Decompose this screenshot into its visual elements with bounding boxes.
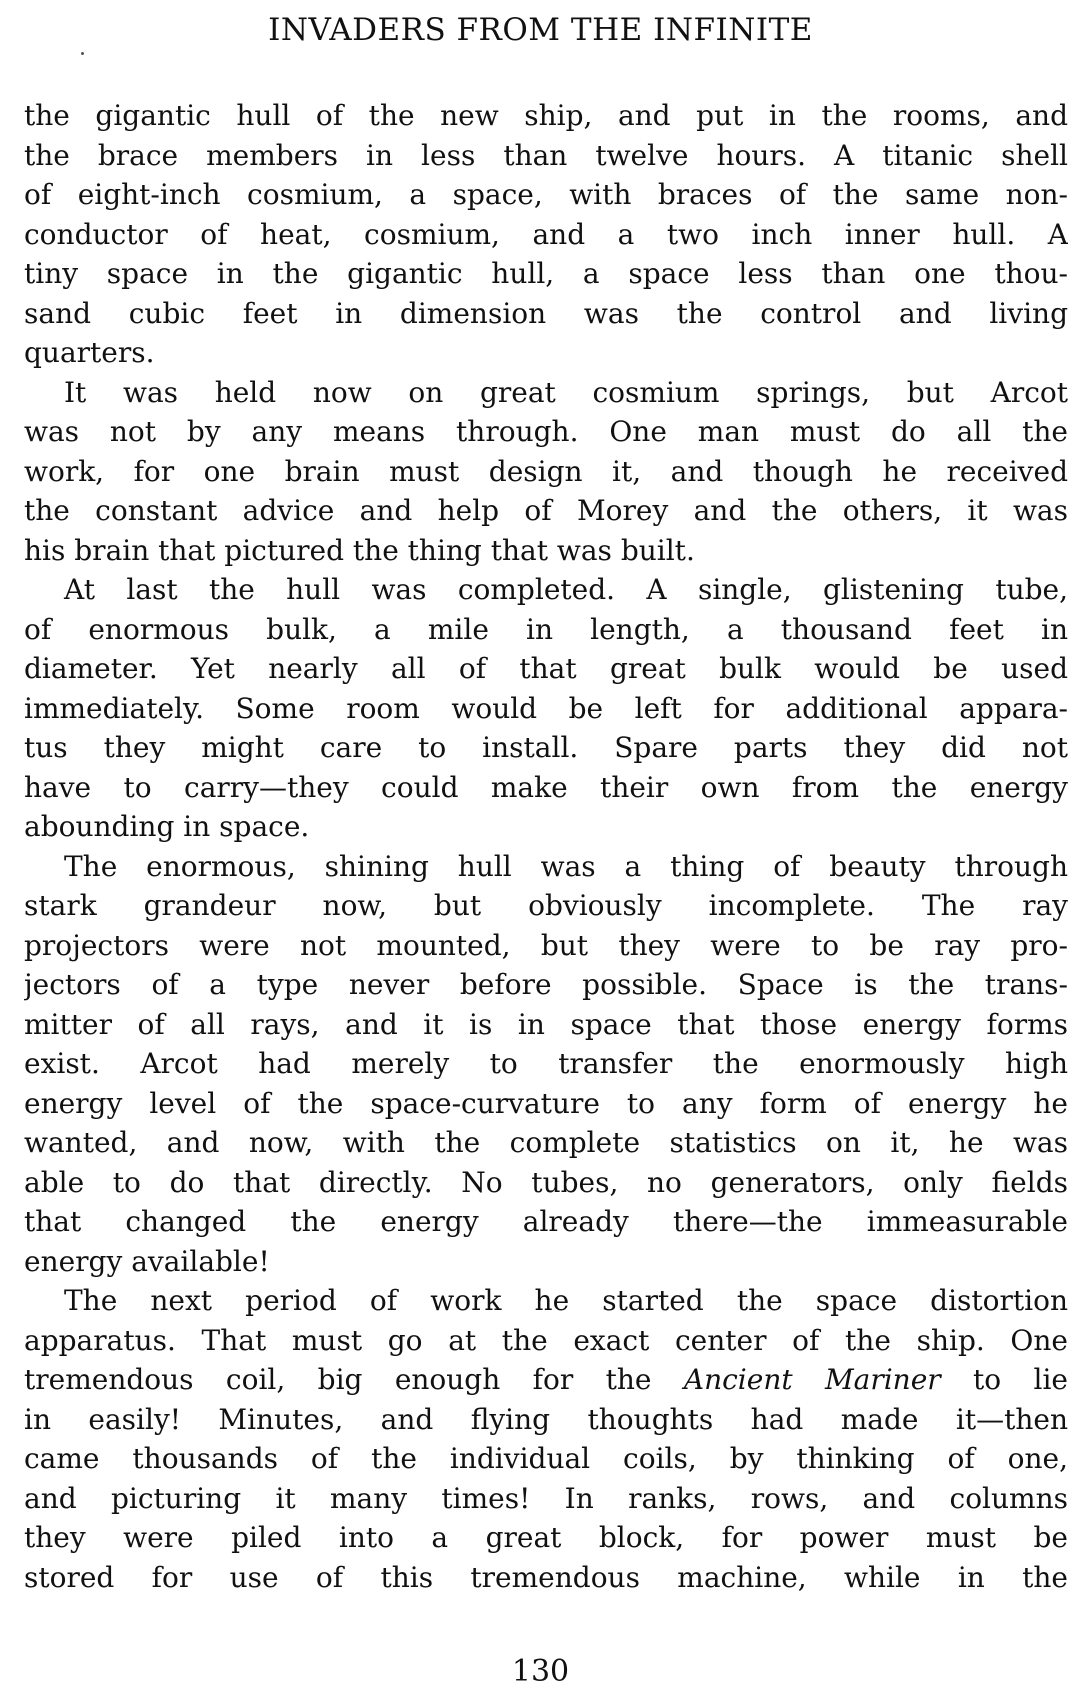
paragraph-first-line: The next period of work he started the space distortion bbox=[64, 1284, 1068, 1317]
text-line: the brace members in less than twelve hours. A titanic shell bbox=[24, 138, 1068, 172]
text-line: quarters. bbox=[24, 336, 155, 369]
text-line: his brain that pictured the thing that was built. bbox=[24, 533, 695, 567]
text-line: sand cubic feet in dimension was the control and living bbox=[24, 296, 1068, 330]
text-line: exist. Arcot had merely to transfer the enormously high bbox=[24, 1047, 1068, 1080]
text-line: of enormous bulk, a mile in length, a thousand feet in bbox=[24, 612, 1068, 646]
text-line: was not by any means through. One man must do all the bbox=[24, 415, 1068, 448]
text-line: immediately. Some room would be left for additional appara- bbox=[24, 691, 1068, 725]
text-line: work, for one brain must design it, and though he received bbox=[24, 454, 1068, 488]
body-text bbox=[24, 96, 1068, 1597]
text-line: the constant advice and help of Morey and the others, it was bbox=[24, 494, 1068, 527]
print-speck bbox=[81, 52, 84, 55]
text-line: came thousands of the individual coils, by thinking of one, bbox=[24, 1442, 1068, 1475]
text-line: the gigantic hull of the new ship, and put in the rooms, and bbox=[24, 99, 1068, 132]
page-number: 130 bbox=[511, 1654, 570, 1689]
text-line: stored for use of this tremendous machine, while in the bbox=[24, 1560, 1068, 1594]
text-line: jectors of a type never before possible. Space is the trans- bbox=[24, 968, 1068, 1001]
text-line: mitter of all rays, and it is in space that those energy forms bbox=[24, 1007, 1068, 1041]
ship-name: Ancient Mariner bbox=[683, 1363, 941, 1396]
text-line: able to do that directly. No tubes, no generators, only fields bbox=[24, 1165, 1068, 1199]
text-line: apparatus. That must go at the exact center of the ship. One bbox=[24, 1323, 1068, 1357]
text-line: of eight-inch cosmium, a space, with braces of the same non- bbox=[24, 178, 1068, 211]
text-line: energy available! bbox=[24, 1244, 270, 1278]
text-line: wanted, and now, with the complete statistics on it, he was bbox=[24, 1126, 1068, 1159]
paragraph-first-line: At last the hull was completed. A single, glistening tube, bbox=[64, 573, 1068, 606]
text-line: and picturing it many times! In ranks, rows, and columns bbox=[24, 1481, 1068, 1515]
text-line: abounding in space. bbox=[24, 810, 310, 843]
paragraph-first-line: The enormous, shining hull was a thing of beauty through bbox=[64, 849, 1068, 883]
text-line: that changed the energy already there—the immeasurable bbox=[24, 1205, 1068, 1238]
text-line: tiny space in the gigantic hull, a space less than one thou- bbox=[24, 257, 1068, 290]
text-line: projectors were not mounted, but they were to be ray pro- bbox=[24, 928, 1068, 962]
text-line: tus they might care to install. Spare parts they did not bbox=[24, 731, 1068, 764]
text-line: tremendous coil, big enough for the Ancient Mariner to lie bbox=[24, 1363, 1068, 1396]
paragraph-first-line: It was held now on great cosmium springs, but Arcot bbox=[64, 375, 1068, 409]
text-line: in easily! Minutes, and flying thoughts had made it—then bbox=[24, 1402, 1068, 1436]
text-line: energy level of the space-curvature to any form of energy he bbox=[24, 1086, 1068, 1120]
running-head: INVADERS FROM THE INFINITE bbox=[268, 12, 813, 48]
text-line: stark grandeur now, but obviously incomplete. The ray bbox=[24, 889, 1068, 922]
text-line: they were piled into a great block, for power must be bbox=[24, 1521, 1068, 1554]
text-line: have to carry—they could make their own from the energy bbox=[24, 770, 1068, 804]
text-line: diameter. Yet nearly all of that great bulk would be used bbox=[24, 652, 1068, 685]
text-line: conductor of heat, cosmium, and a two inch inner hull. A bbox=[24, 217, 1068, 251]
